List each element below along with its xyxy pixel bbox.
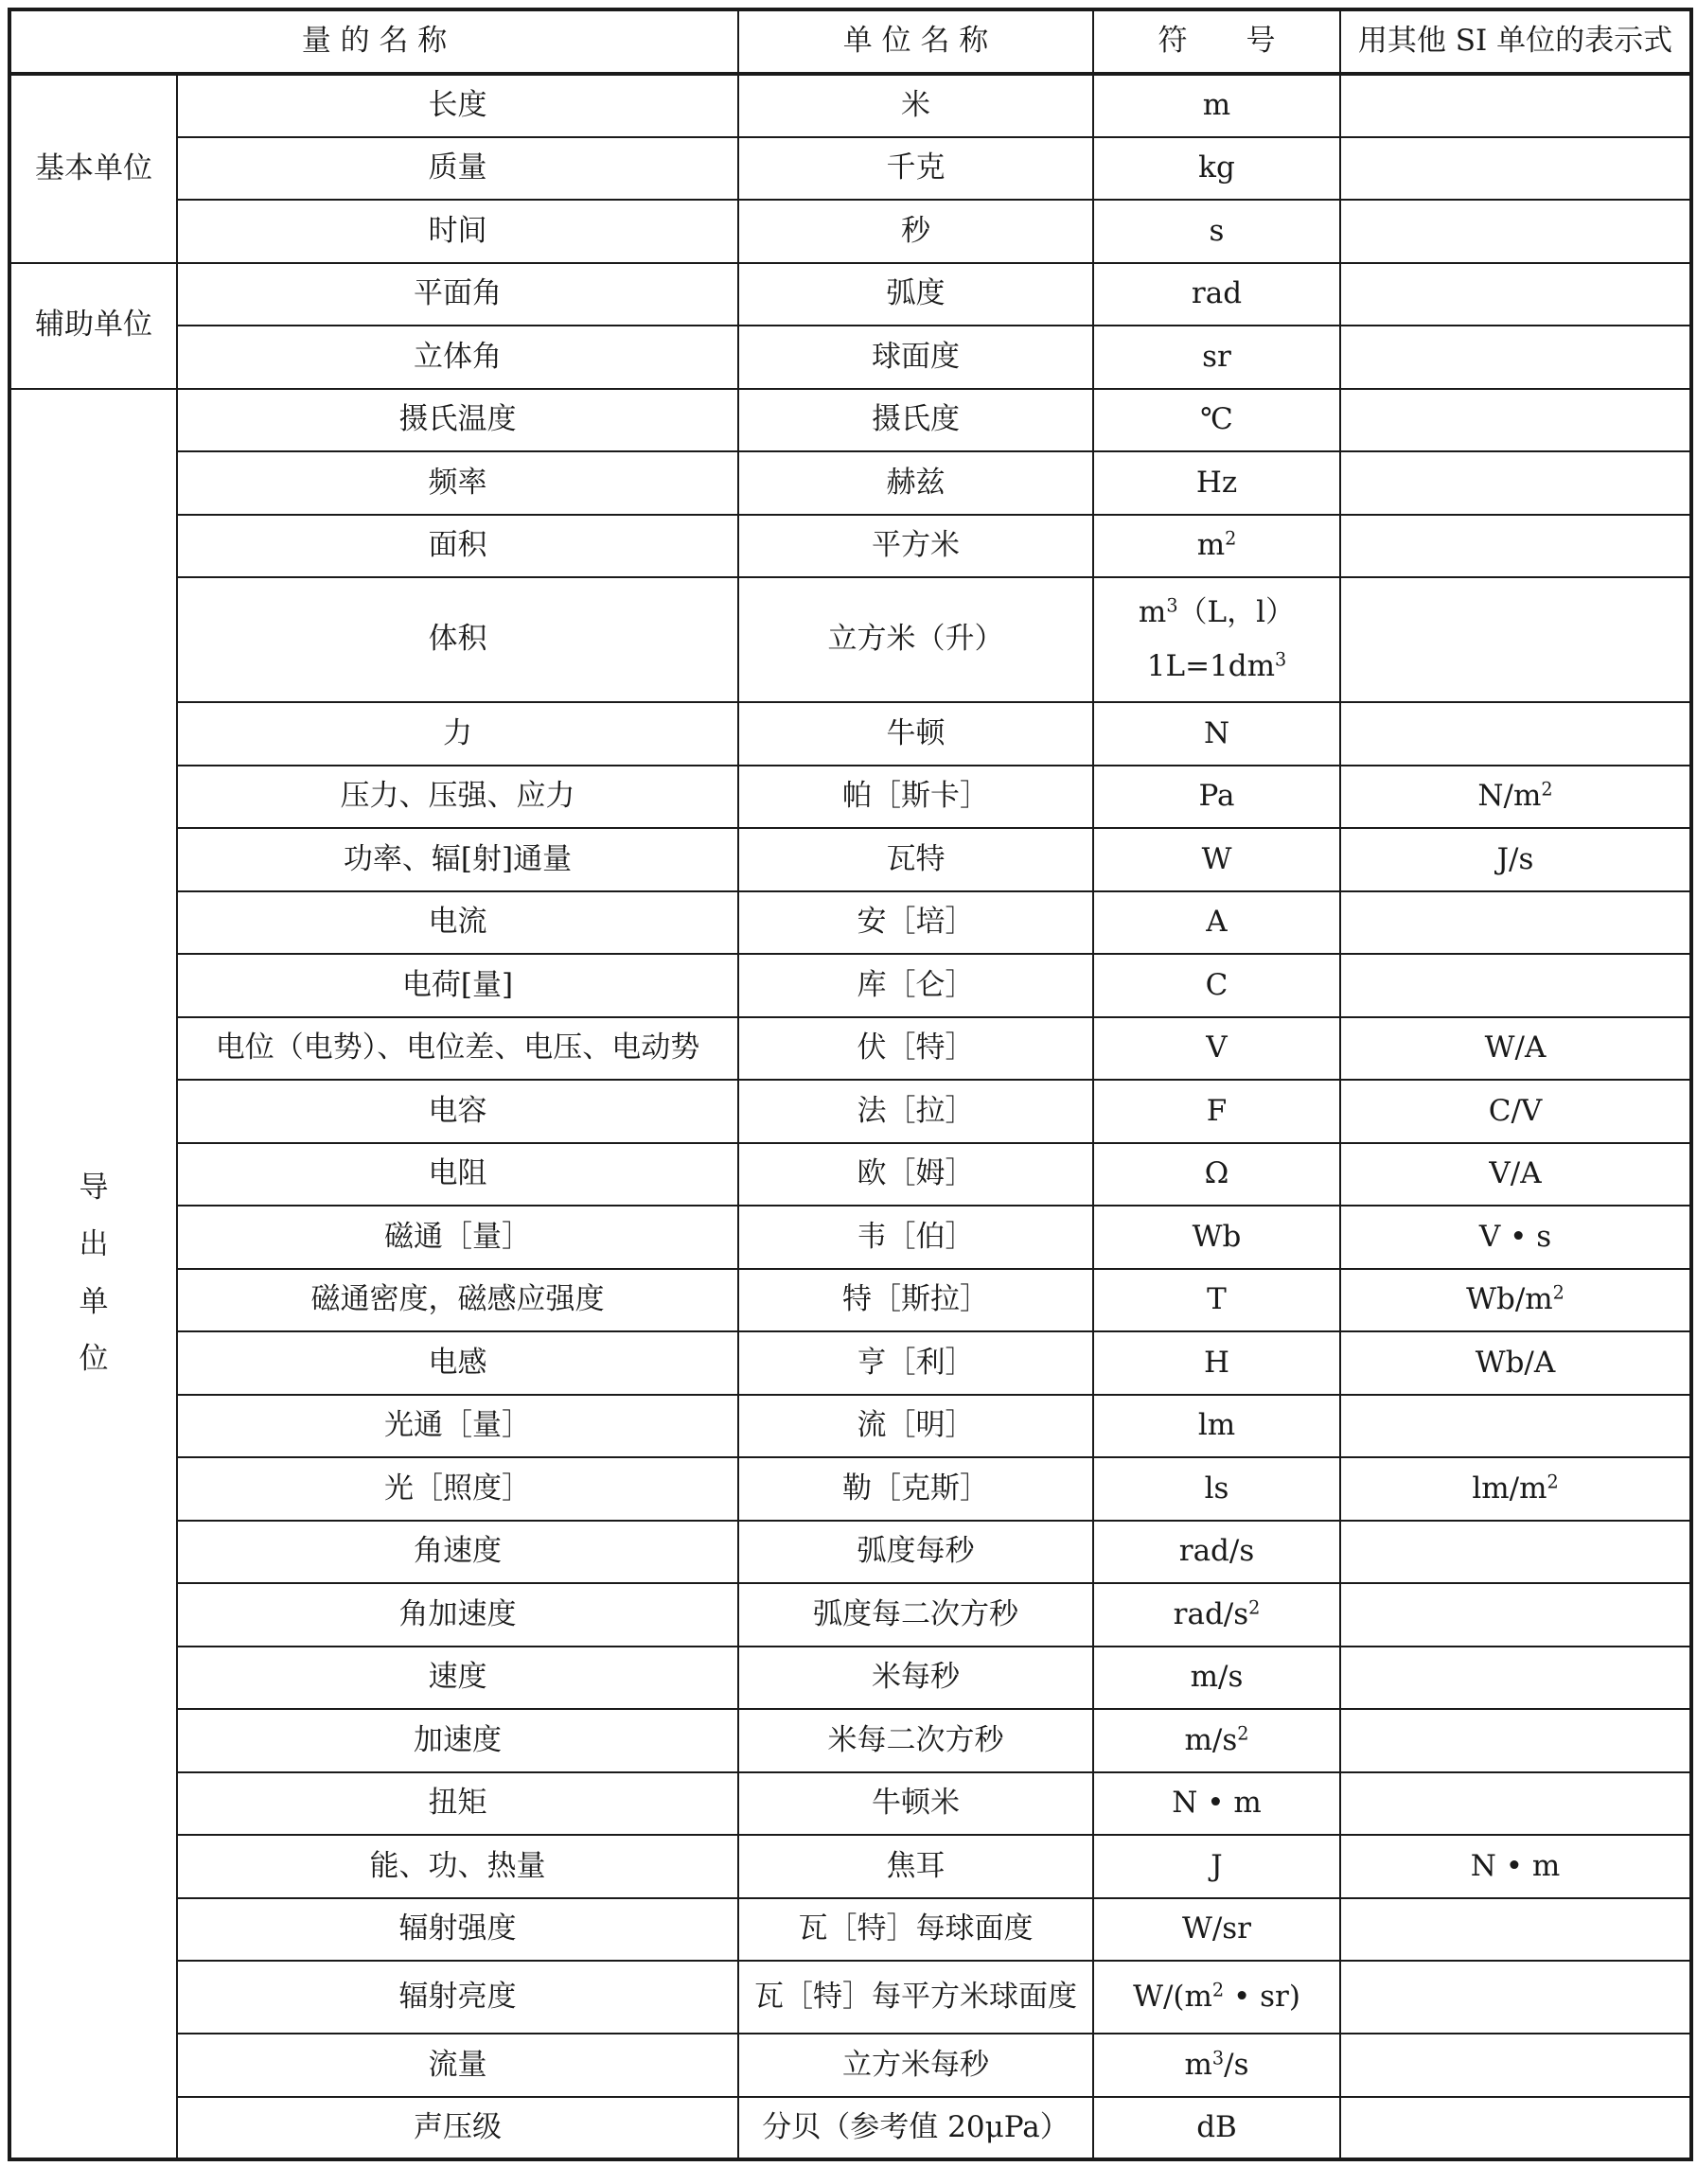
quantity-cell: 电荷[量] bbox=[177, 954, 738, 1017]
table-row bbox=[9, 1017, 1691, 1081]
quantity-cell: 辐射亮度 bbox=[177, 1961, 738, 2034]
category-cell: 导 出 单 位 bbox=[9, 389, 177, 2160]
unit-name-cell: 韦［伯］ bbox=[738, 1206, 1093, 1269]
other-si-cell bbox=[1340, 1709, 1691, 1772]
unit-name-cell: 平方米 bbox=[738, 515, 1093, 578]
other-si-cell: $lm/m^2$ bbox=[1340, 1457, 1691, 1521]
table-row bbox=[9, 1647, 1691, 1710]
unit-name-cell: 流［明］ bbox=[738, 1395, 1093, 1458]
quantity-cell: 频率 bbox=[177, 451, 738, 515]
quantity-cell: 长度 bbox=[177, 74, 738, 137]
other-si-cell bbox=[1340, 2034, 1691, 2097]
symbol-cell: N bbox=[1093, 702, 1340, 766]
quantity-cell: 光通［量］ bbox=[177, 1395, 738, 1458]
quantity-cell: 电阻 bbox=[177, 1143, 738, 1206]
other-si-cell bbox=[1340, 200, 1691, 263]
other-si-cell bbox=[1340, 263, 1691, 326]
unit-name-cell: 米每秒 bbox=[738, 1647, 1093, 1710]
other-si-cell: $Wb/m^2$ bbox=[1340, 1269, 1691, 1332]
table-row bbox=[9, 1709, 1691, 1772]
quantity-cell: 电容 bbox=[177, 1080, 738, 1143]
table-row bbox=[9, 1143, 1691, 1206]
header-other-si: 用其他 SI 单位的表示式 bbox=[1340, 9, 1691, 74]
quantity-cell: 角速度 bbox=[177, 1521, 738, 1584]
header-unit-name: 单 位 名 称 bbox=[738, 9, 1093, 74]
table-row bbox=[9, 200, 1691, 263]
table-row bbox=[9, 577, 1691, 702]
unit-name-cell: 立方米（升） bbox=[738, 577, 1093, 702]
category-cell: 基本单位 bbox=[9, 74, 177, 263]
unit-name-cell: 球面度 bbox=[738, 326, 1093, 389]
quantity-cell: 电感 bbox=[177, 1331, 738, 1395]
unit-name-cell: 亨［利］ bbox=[738, 1331, 1093, 1395]
table-row bbox=[9, 263, 1691, 326]
symbol-cell: ℃ bbox=[1093, 389, 1340, 452]
unit-name-cell: 秒 bbox=[738, 200, 1093, 263]
unit-name-cell: 法［拉］ bbox=[738, 1080, 1093, 1143]
unit-name-cell: 弧度每秒 bbox=[738, 1521, 1093, 1584]
table-row bbox=[9, 326, 1691, 389]
table-row bbox=[9, 1583, 1691, 1647]
symbol-cell: $m/s^2$ bbox=[1093, 1709, 1340, 1772]
unit-name-cell: 帕［斯卡］ bbox=[738, 766, 1093, 829]
symbol-cell: J bbox=[1093, 1835, 1340, 1898]
other-si-cell bbox=[1340, 137, 1691, 201]
symbol-cell: Pa bbox=[1093, 766, 1340, 829]
symbol-line-1: $m^3(L$，l） bbox=[1138, 594, 1296, 629]
unit-name-cell: 安［培］ bbox=[738, 891, 1093, 955]
table-row bbox=[9, 1331, 1691, 1395]
quantity-cell: 体积 bbox=[177, 577, 738, 702]
unit-name-cell: 分贝（参考值 20μPa） bbox=[738, 2097, 1093, 2160]
header-quantity-name: 量 的 名 称 bbox=[9, 9, 738, 74]
other-si-cell: $N/m^2$ bbox=[1340, 766, 1691, 829]
unit-name-cell: 米每二次方秒 bbox=[738, 1709, 1093, 1772]
symbol-cell: rad bbox=[1093, 263, 1340, 326]
table-row bbox=[9, 2034, 1691, 2097]
quantity-cell: 摄氏温度 bbox=[177, 389, 738, 452]
table-row bbox=[9, 1961, 1691, 2034]
unit-name-cell: 立方米每秒 bbox=[738, 2034, 1093, 2097]
table-row bbox=[9, 74, 1691, 137]
quantity-cell: 加速度 bbox=[177, 1709, 738, 1772]
unit-name-cell: 牛顿米 bbox=[738, 1772, 1093, 1836]
table-row bbox=[9, 1269, 1691, 1332]
other-si-cell bbox=[1340, 891, 1691, 955]
table-row bbox=[9, 1080, 1691, 1143]
unit-name-cell: 瓦［特］每球面度 bbox=[738, 1898, 1093, 1962]
symbol-cell: W bbox=[1093, 828, 1340, 891]
symbol-cell: Wb bbox=[1093, 1206, 1340, 1269]
quantity-cell: 扭矩 bbox=[177, 1772, 738, 1836]
table-row bbox=[9, 1395, 1691, 1458]
symbol-cell: sr bbox=[1093, 326, 1340, 389]
table-row bbox=[9, 137, 1691, 201]
other-si-cell bbox=[1340, 74, 1691, 137]
symbol-cell: rad/$s^2$ bbox=[1093, 1583, 1340, 1647]
unit-name-cell: 勒［克斯］ bbox=[738, 1457, 1093, 1521]
other-si-cell bbox=[1340, 1961, 1691, 2034]
symbol-cell: m bbox=[1093, 74, 1340, 137]
quantity-cell: 能、功、热量 bbox=[177, 1835, 738, 1898]
table-body bbox=[9, 74, 1691, 2159]
quantity-cell: 电流 bbox=[177, 891, 738, 955]
other-si-cell: N • m bbox=[1340, 1835, 1691, 1898]
symbol-cell: lm bbox=[1093, 1395, 1340, 1458]
quantity-cell: 电位（电势）、电位差、电压、电动势 bbox=[177, 1017, 738, 1081]
symbol-cell: s bbox=[1093, 200, 1340, 263]
symbol-cell: ls bbox=[1093, 1457, 1340, 1521]
si-units-table bbox=[8, 8, 1693, 2161]
table-row bbox=[9, 1772, 1691, 1836]
quantity-cell: 时间 bbox=[177, 200, 738, 263]
unit-name-cell: 弧度每二次方秒 bbox=[738, 1583, 1093, 1647]
quantity-cell: 流量 bbox=[177, 2034, 738, 2097]
symbol-line-2: $1L=1dm^3$ bbox=[1146, 648, 1287, 683]
quantity-cell: 平面角 bbox=[177, 263, 738, 326]
other-si-cell bbox=[1340, 1583, 1691, 1647]
quantity-cell: 光［照度］ bbox=[177, 1457, 738, 1521]
unit-name-cell: 焦耳 bbox=[738, 1835, 1093, 1898]
table-row bbox=[9, 702, 1691, 766]
other-si-cell: J/s bbox=[1340, 828, 1691, 891]
table-row bbox=[9, 954, 1691, 1017]
symbol-cell: F bbox=[1093, 1080, 1340, 1143]
quantity-cell: 质量 bbox=[177, 137, 738, 201]
other-si-cell bbox=[1340, 515, 1691, 578]
table-row bbox=[9, 515, 1691, 578]
other-si-cell: Wb/A bbox=[1340, 1331, 1691, 1395]
other-si-cell: C/V bbox=[1340, 1080, 1691, 1143]
table-row bbox=[9, 389, 1691, 452]
other-si-cell bbox=[1340, 1521, 1691, 1584]
table-row bbox=[9, 766, 1691, 829]
quantity-cell: 速度 bbox=[177, 1647, 738, 1710]
symbol-cell: m/s bbox=[1093, 1647, 1340, 1710]
quantity-cell: 角加速度 bbox=[177, 1583, 738, 1647]
other-si-cell bbox=[1340, 2097, 1691, 2160]
other-si-cell bbox=[1340, 451, 1691, 515]
header-row bbox=[9, 9, 1691, 74]
table-row bbox=[9, 2097, 1691, 2160]
quantity-cell: 磁通密度，磁感应强度 bbox=[177, 1269, 738, 1332]
other-si-cell: V • s bbox=[1340, 1206, 1691, 1269]
unit-name-cell: 千克 bbox=[738, 137, 1093, 201]
table-row bbox=[9, 828, 1691, 891]
other-si-cell bbox=[1340, 702, 1691, 766]
symbol-cell: N • m bbox=[1093, 1772, 1340, 1836]
quantity-cell: 辐射强度 bbox=[177, 1898, 738, 1962]
other-si-cell bbox=[1340, 1772, 1691, 1836]
table-row bbox=[9, 451, 1691, 515]
other-si-cell: W/A bbox=[1340, 1017, 1691, 1081]
quantity-cell: 力 bbox=[177, 702, 738, 766]
symbol-cell: W/sr bbox=[1093, 1898, 1340, 1962]
other-si-cell bbox=[1340, 954, 1691, 1017]
symbol-cell: V bbox=[1093, 1017, 1340, 1081]
table-row bbox=[9, 1457, 1691, 1521]
unit-name-cell: 弧度 bbox=[738, 263, 1093, 326]
symbol-cell: C bbox=[1093, 954, 1340, 1017]
table-row bbox=[9, 891, 1691, 955]
quantity-cell: 压力、压强、应力 bbox=[177, 766, 738, 829]
table-row bbox=[9, 1206, 1691, 1269]
symbol-cell: dB bbox=[1093, 2097, 1340, 2160]
other-si-cell bbox=[1340, 1395, 1691, 1458]
other-si-cell bbox=[1340, 1647, 1691, 1710]
other-si-cell bbox=[1340, 326, 1691, 389]
symbol-cell bbox=[1093, 577, 1340, 702]
symbol-cell: $W/(m^2$ • sr) bbox=[1093, 1961, 1340, 2034]
unit-name-cell: 牛顿 bbox=[738, 702, 1093, 766]
symbol-cell: rad/s bbox=[1093, 1521, 1340, 1584]
symbol-cell: Hz bbox=[1093, 451, 1340, 515]
symbol-cell: A bbox=[1093, 891, 1340, 955]
quantity-cell: 功率、辐[射]通量 bbox=[177, 828, 738, 891]
symbol-cell: T bbox=[1093, 1269, 1340, 1332]
symbol-cell: $m^3/s$ bbox=[1093, 2034, 1340, 2097]
table-row bbox=[9, 1835, 1691, 1898]
symbol-cell: kg bbox=[1093, 137, 1340, 201]
table-row bbox=[9, 1521, 1691, 1584]
quantity-cell: 磁通［量］ bbox=[177, 1206, 738, 1269]
unit-name-cell: 特［斯拉］ bbox=[738, 1269, 1093, 1332]
symbol-cell: H bbox=[1093, 1331, 1340, 1395]
unit-name-cell: 欧［姆］ bbox=[738, 1143, 1093, 1206]
category-cell: 辅助单位 bbox=[9, 263, 177, 389]
unit-name-cell: 瓦［特］每平方米球面度 bbox=[738, 1961, 1093, 2034]
unit-name-cell: 库［仑］ bbox=[738, 954, 1093, 1017]
other-si-cell bbox=[1340, 389, 1691, 452]
other-si-cell bbox=[1340, 1898, 1691, 1962]
other-si-cell: V/A bbox=[1340, 1143, 1691, 1206]
symbol-cell: Ω bbox=[1093, 1143, 1340, 1206]
unit-name-cell: 米 bbox=[738, 74, 1093, 137]
unit-name-cell: 摄氏度 bbox=[738, 389, 1093, 452]
unit-name-cell: 瓦特 bbox=[738, 828, 1093, 891]
other-si-cell bbox=[1340, 577, 1691, 702]
table-row bbox=[9, 1898, 1691, 1962]
symbol-cell: $m^2$ bbox=[1093, 515, 1340, 578]
quantity-cell: 面积 bbox=[177, 515, 738, 578]
unit-name-cell: 伏［特］ bbox=[738, 1017, 1093, 1081]
header-symbol: 符 号 bbox=[1093, 9, 1340, 74]
quantity-cell: 声压级 bbox=[177, 2097, 738, 2160]
unit-name-cell: 赫兹 bbox=[738, 451, 1093, 515]
quantity-cell: 立体角 bbox=[177, 326, 738, 389]
